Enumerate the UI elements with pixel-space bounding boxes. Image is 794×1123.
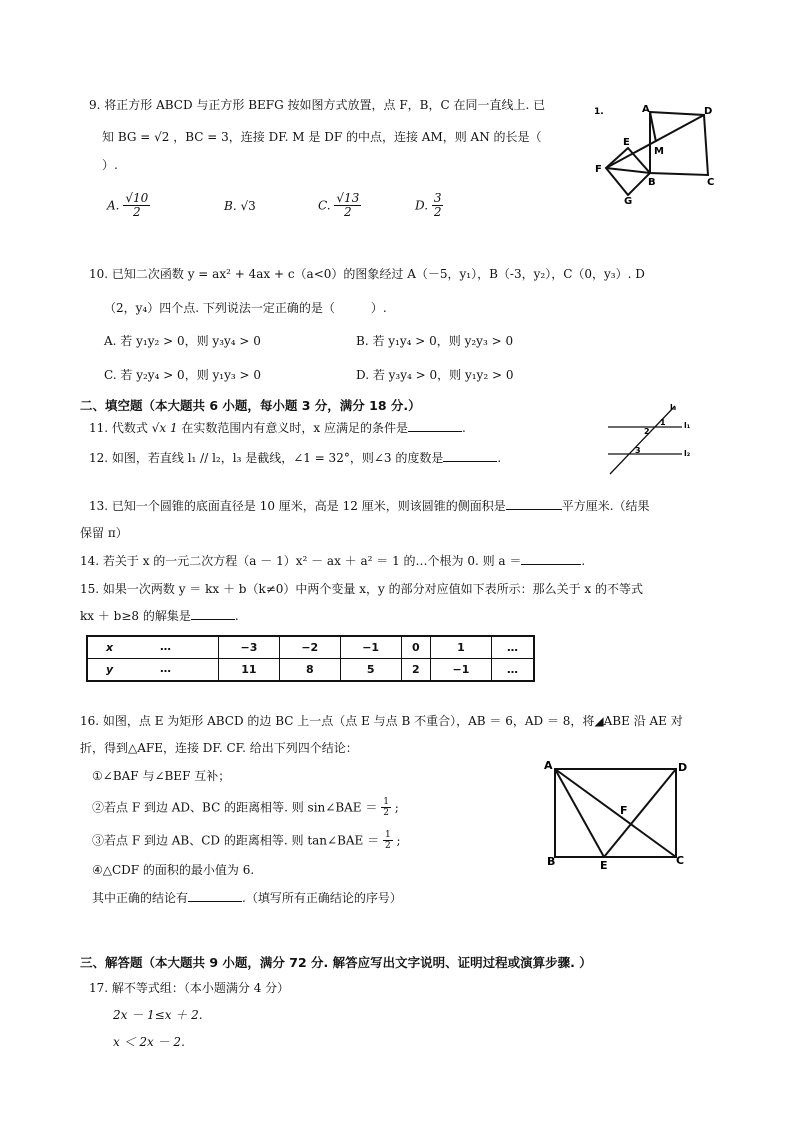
table-cell: −2 [279,636,340,659]
q16-fig-label-b: B [547,855,556,868]
q9-fig-label-d: D [704,106,713,117]
table-row [87,636,534,659]
q16-c2-numerator: 1 [383,797,389,807]
q16-conclusion-2 [92,797,399,818]
q9-option-a-label: A. [107,198,120,213]
q9-option-d-label: D. [415,198,429,213]
q16-fig-label-d: D [678,761,688,774]
q11-suffix: 在实数范围内有意义时，x 应满足的条件是 [177,421,408,435]
q16-conclusion-3 [92,830,401,851]
q12-label-angle2: 2 [644,427,650,436]
table-row2-ellipsis: … [160,662,171,675]
q12-label-l2: l₂ [684,449,691,458]
table-cell: −1 [431,659,492,682]
table-row1-ellipsis: … [160,640,171,653]
q9-fig-label-e: E [623,137,630,148]
q11-text: 11. 代数式 √x 1 在实数范围内有意义时，x 应满足的条件是 . [89,421,466,435]
q11-radical: √x 1 [151,421,178,435]
q15-body: kx ＋ b≥8 的解集是 [80,609,191,623]
q16-c2-fraction [381,797,391,818]
q16-ask [92,890,402,906]
q10-option-c: C. 若 y₂y₄ > 0，则 y₁y₃ > 0 [104,368,262,382]
q10-line1: 10. 已知二次函数 y = ax² + 4ax + c（a<0）的图象经过 A（－5，y₁），B（-3，y₂），C（0，y₃）. D [89,267,645,281]
q11-prefix: 11. 代数式 [89,421,152,435]
q17-inequality-1: 2x － 1≤x ＋ 2. [113,1008,203,1022]
q9-option-a [107,192,150,219]
q9-option-c-label: C. [318,198,331,213]
q9-option-b-value: √3 [240,199,256,213]
q15-line1: 15. 如果一次两数 y ＝ kx ＋ b（k≠0）中两个变量 x，y 的部分对应值如下表所示：那么关于 x 的不等式 [80,582,644,596]
q9-option-c [318,192,361,219]
q9-fig-label-m: M [654,146,664,157]
q9-fig-label-b: B [648,177,656,188]
q14-text [80,553,585,569]
q16-conclusion-1: ①∠BAF 与∠BEF 互补； [92,769,231,783]
q9-fig-label-c: C [707,177,715,188]
q10-option-d: D. 若 y₃y₄ > 0，则 y₁y₂ > 0 [356,368,514,382]
q16-fig-label-f: F [620,804,628,817]
q9-fig-label-a: A [642,104,650,115]
q16-c2-text: ②若点 F 到边 AD、BC 的距离相等. 则 sin∠BAE ＝ [92,800,378,815]
q15-answer-blank[interactable] [191,619,235,620]
q13-tail: 平方厘米.（结果 [561,499,650,513]
q9-line2: 知 BG = √2 ，BC = 3，连接 DF. M 是 DF 的中点，连接 AM，则 AN 的长是（ [102,130,542,144]
q9-fig-label-f: F [595,164,602,175]
q14-body: 14. 若关于 x 的一元二次方程（a － 1）x² － ax ＋ a² ＝ 1 的…个根为 0. 则 a ＝ [80,554,522,568]
q16-c3-text: ③若点 F 到边 AB、CD 的距离相等. 则 tan∠BAE ＝ [92,833,380,848]
q16-line2: 折，得到△AFE，连接 DF. CF. 给出下列四个结论： [80,741,358,755]
q14-tail: . [581,554,586,568]
q9-option-d-numerator: 3 [433,191,442,205]
q12-figure [600,398,700,478]
table-cell: 8 [279,659,340,682]
q16-fig-label-c: C [676,854,685,867]
table-cell: 11 [219,659,280,682]
q9-line1: 9. 将正方形 ABCD 与正方形 BEFG 按如图方式放置，点 F，B，C 在同一直线上. 已 [89,98,546,112]
q17-inequality-2: x ＜ 2x － 2. [113,1035,185,1049]
q16-line1: 16. 如图，点 E 为矩形 ABCD 的边 BC 上一点（点 E 与点 B 不重合），AB ＝ 6，AD ＝ 8，将◢ABE 沿 AE 对 [80,714,683,728]
q12-body: 12. 如图，若直线 l₁ // l₂，l₃ 是截线，∠1 = 32°，则∠3 的度数是 [89,451,444,465]
section2-heading: 二、填空题（本大题共 6 小题，每小题 3 分，满分 18 分.） [80,398,421,413]
q12-label-angle1: 1 [660,418,666,427]
q13-line2: 保留 π） [80,526,128,540]
q9-fig-label-g: G [624,196,633,205]
q16-c3-end: ; [396,833,401,848]
q9-line-fb [606,168,650,173]
q12-label-l3: l₃ [670,403,677,412]
q12-text: 12. 如图，若直线 l₁ // l₂，l₃ 是截线，∠1 = 32°，则∠3 的度数是 . [89,451,502,465]
q11-answer-blank[interactable] [408,431,462,432]
table-cell: y [87,659,219,682]
q9-option-c-numerator: √13 [336,191,360,205]
q16-figure [540,755,700,875]
q9-option-d [415,192,443,219]
q10-option-a: A. 若 y₁y₂ > 0，则 y₃y₄ > 0 [104,334,261,348]
q16-c3-fraction [383,830,393,851]
q15-line2 [80,608,239,624]
q12-line-l3 [610,406,675,474]
q17-title: 17. 解不等式组：（本小题满分 4 分） [89,981,290,995]
q9-option-a-numerator: √10 [125,191,149,205]
table-row [87,659,534,682]
q16-conclusion-4: ④△CDF 的面积的最小值为 6. [92,863,255,877]
table-cell: 0 [401,636,430,659]
q16-fig-label-e: E [600,859,608,872]
q10-option-b: B. 若 y₁y₄ > 0，则 y₂y₃ > 0 [356,334,514,348]
table-cell: … [491,659,534,682]
q9-option-d-denominator: 2 [433,205,442,219]
q13-body: 13. 已知一个圆锥的底面直径是 10 厘米，高是 12 厘米，则该圆锥的侧面积是 [89,499,506,513]
q9-option-b [224,199,256,213]
q10-line2: （2，y₄）四个点. 下列说法一定正确的是（ ）. [104,301,387,315]
table-cell: −1 [340,636,401,659]
q16-ask-text: 其中正确的结论有 [92,891,189,905]
q16-c3-numerator: 1 [384,830,391,840]
q13-line1 [89,498,650,514]
q9-fig-corner-label: 1. [594,107,604,117]
table-cell: … [491,636,534,659]
q9-line3: ）. [102,158,118,172]
q16-c3-denominator: 2 [384,841,391,851]
q16-c2-denominator: 2 [383,808,389,818]
section3-heading: 三、解答题（本大题共 9 小题，满分 72 分. 解答应写出文字说明、证明过程或演算步骤. ） [80,955,592,970]
q14-answer-blank[interactable] [521,564,581,565]
q16-ask-tail: .（填写所有正确结论的序号） [242,891,402,905]
q12-label-l1: l₁ [684,421,691,430]
q15-value-table [86,635,535,682]
table-cell: 1 [431,636,492,659]
q15-tail: . [234,609,239,623]
q9-option-b-label: B. [224,199,237,213]
q9-option-c-fraction [334,192,361,219]
q9-option-c-denominator: 2 [344,205,352,219]
q16-fig-label-a: A [544,759,553,772]
q9-option-d-fraction [432,192,444,219]
q9-option-a-denominator: 2 [132,205,141,219]
q16-c2-end: ; [394,800,399,815]
table-cell: x [87,636,219,659]
q9-option-a-fraction [123,192,150,219]
q9-square-abcd [650,112,708,175]
q16-answer-blank[interactable] [188,901,242,902]
q12-label-angle3: 3 [635,446,641,455]
q13-answer-blank[interactable] [506,509,562,510]
q16-line-ae [555,769,604,857]
table-cell: 5 [340,659,401,682]
table-cell: 2 [401,659,430,682]
q9-figure [590,100,720,205]
table-cell: −3 [219,636,280,659]
q12-answer-blank[interactable] [443,461,497,462]
